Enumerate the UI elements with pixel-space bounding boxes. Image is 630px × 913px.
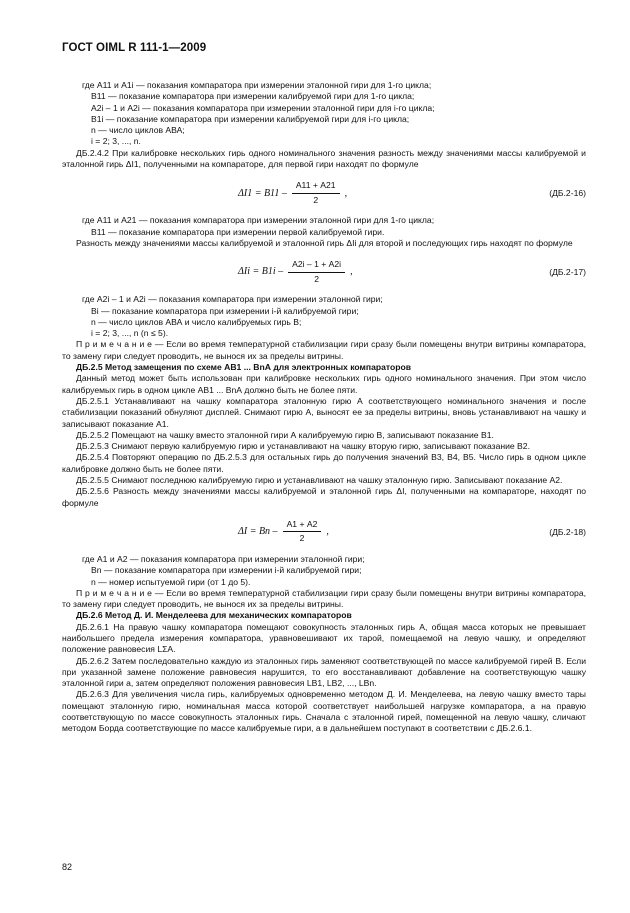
formula-expression xyxy=(238,180,347,206)
formula-fraction xyxy=(292,180,340,206)
text-line: В11 — показание компаратора при измерении первой калибруемой гири. xyxy=(91,226,385,237)
fraction-numerator: А11 + А21 xyxy=(292,180,340,193)
formula-lhs: ΔI = Вn – xyxy=(238,526,278,538)
fraction-numerator: А2i – 1 + А2i xyxy=(288,259,345,272)
formula-fraction xyxy=(283,519,322,545)
document-header: ГОСТ OIML R 111-1—2009 xyxy=(62,42,207,54)
fraction-denominator: 2 xyxy=(313,194,319,205)
formula-db-2-17 xyxy=(62,255,586,287)
text-line: i = 2; 3, ..., n (n ≤ 5). xyxy=(91,328,169,339)
text-line: где А1 и А2 — показания компаратора при измерении эталонной гири; xyxy=(82,553,365,564)
note: П р и м е ч а н и е — Если во время температурной стабилизации гири сразу были помещены внутри витрины компаратора, то замену гири следует проводить, не вынося их за пределы витрины. xyxy=(62,339,586,361)
text-line: где А11 и А1i — показания компаратора при измерении эталонной гири для 1-го цикла; xyxy=(82,80,432,90)
text-line: i = 2; 3, ..., n. xyxy=(91,136,141,147)
text-line: где А11 и А21 — показания компаратора при измерении эталонной гири для 1-го цикла; xyxy=(82,215,435,226)
formula-fraction xyxy=(288,259,345,285)
text-line: n — номер испытуемой гири (от 1 до 5). xyxy=(91,576,251,587)
text-line: В11 — показание компаратора при измерении калибруемой гири для 1-го цикла; xyxy=(91,91,415,102)
paragraph: ДБ.2.5.1 Устанавливают на чашку компаратора эталонную гирю А соответствующего номинального значения и после стабилизации показаний обнуляют дисплей. Снимают гирю А, выносят ее за пределы витрины, вновь устанавливают на чашку и записывают показание А1. xyxy=(62,395,586,429)
paragraph: ДБ.2.6.1 На правую чашку компаратора помещают совокупность эталонных гирь А, общая масса которых не превышает наибольшего предела измерения компаратора, уравновешивают их тарой, помещаемой на левую чашку, и определяют положение равновесия LΣA. xyxy=(62,621,586,655)
formula-db-2-16 xyxy=(62,176,586,208)
formula-tail: , xyxy=(344,187,348,199)
fraction-denominator: 2 xyxy=(299,533,305,544)
paragraph: ДБ.2.4.2 При калибровке нескольких гирь одного номинального значения разность между значениями массы калибруемой и эталонной гирь ΔI1, полученными на компараторе, для первой гири находят по формуле xyxy=(62,147,586,170)
formula-tail: , xyxy=(326,526,329,538)
text-line: где А2i – 1 и А2i — показания компаратора при измерении эталонной гири; xyxy=(82,294,383,305)
text-line: n — число циклов АВА и число калибруемых гирь В; xyxy=(91,316,302,327)
paragraph: ДБ.2.5.3 Снимают первую калибруемую гирю и устанавливают на чашку вторую гирю, записывают показание В2. xyxy=(76,441,530,452)
page-number: 82 xyxy=(62,862,73,872)
formula-db-2-18 xyxy=(62,515,586,547)
paragraph: ДБ.2.5.5 Снимают последнюю калибруемую гирю и устанавливают на чашку эталонную гирю. Записывают показание А2. xyxy=(76,475,563,486)
text-line: Вi — показание компаратора при измерении i-й калибруемой гири; xyxy=(91,305,359,316)
formula-number: (ДБ.2-16) xyxy=(549,188,586,199)
paragraph: ДБ.2.5.2 Помещают на чашку вместо эталонной гири А калибруемую гирю В, записывают показание В1. xyxy=(76,429,494,440)
text-line: А2i – 1 и А2i — показания компаратора при измерении эталонной гири для i-го цикла; xyxy=(91,102,435,113)
paragraph: Данный метод может быть использован при калибровке нескольких гирь одного номинального значения. При этом число калибруемых гирь в одном цикле АВ1 ... ВnА должно быть не более пяти. xyxy=(62,373,586,395)
text-line: n — число циклов АВА; xyxy=(91,125,185,136)
paragraph: ДБ.2.6.2 Затем последовательно каждую из эталонных гирь заменяют соответствующей по массе калибруемой гирей В. Если при указанной замене положение равновесия нарушится, то его восстанавливают добавление на соответствующую чашку эталонной гири a, затем определяют положения равновесия LВ1, LВ2, ..., LВn. xyxy=(62,655,586,689)
formula-lhs: ΔI1 = В11 – xyxy=(238,187,287,199)
text-line: В1i — показание компаратора при измерении калибруемой гири для i-го цикла; xyxy=(91,113,410,124)
paragraph: ДБ.2.5.6 Разность между значениями массы калибруемой и эталонной гирь ΔI, полученными на компараторе, находят по формуле xyxy=(62,486,586,508)
paragraph: ДБ.2.5.4 Повторяют операцию по ДБ.2.5.3 для остальных гирь до получения значений В3, В4, В5. Число гирь в одном цикле калибровке должно быть не более пяти. xyxy=(62,452,586,474)
fraction-denominator: 2 xyxy=(314,273,319,284)
section-heading: ДБ.2.5 Метод замещения по схеме АВ1 ... ВnА для электронных компараторов xyxy=(76,362,412,373)
text-line: Вn — показание компаратора при измерении i-й калибруемой гири; xyxy=(91,565,362,576)
section-heading: ДБ.2.6 Метод Д. И. Менделеева для механических компараторов xyxy=(76,610,352,621)
document-body xyxy=(62,80,586,735)
paragraph: Разность между значениями массы калибруемой и эталонной гирь ΔIi для второй и последующих гирь находят по формуле xyxy=(76,237,573,248)
formula-tail: , xyxy=(350,266,353,278)
formula-expression xyxy=(238,519,329,545)
formula-expression xyxy=(238,259,353,285)
formula-number: (ДБ.2-18) xyxy=(549,526,586,537)
fraction-numerator: А1 + А2 xyxy=(283,519,322,532)
note: П р и м е ч а н и е — Если во время температурной стабилизации гири сразу были помещены внутри витрины компаратора, то замену гири следует проводить, не вынося их за пределы витрины. xyxy=(62,587,586,610)
formula-number: (ДБ.2-17) xyxy=(549,267,586,278)
paragraph: ДБ.2.6.3 Для увеличения числа гирь, калибруемых одновременно методом Д. И. Менделеева, на левую чашку вместо тары помещают эталонную гирю, номинальная масса которой соответствует наибольшей нагрузке компаратора, а на правую соответствующую по массе совокупность эталонных гирь. Сначала с эталонной гирей, помещенной на левую чашку, сличают методом Борда соответствующие по массе калибруемые гири, а в дальнейшем поступают в соответствии с ДБ.2.6.1. xyxy=(62,689,586,734)
formula-lhs: ΔIi = В1i – xyxy=(238,266,284,278)
